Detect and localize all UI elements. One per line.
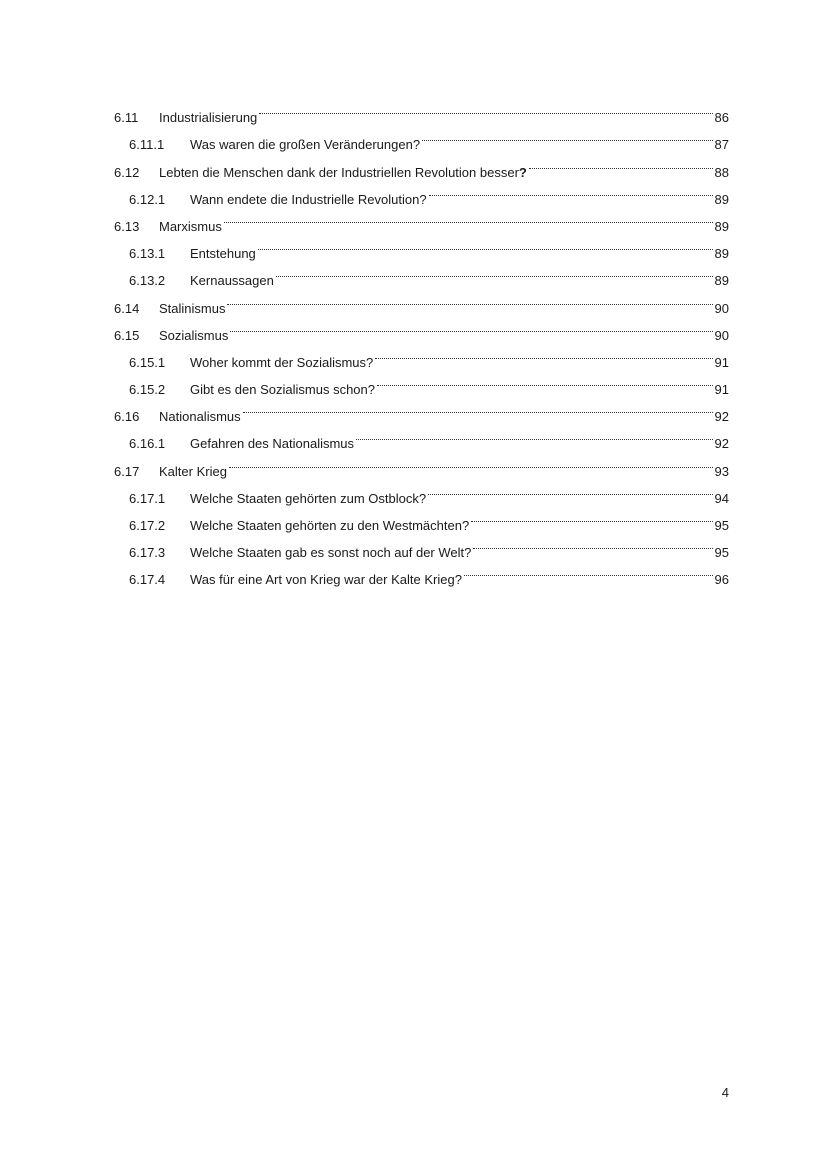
toc-entry-page: 91 (714, 354, 729, 370)
toc-entry-title-text: Gibt es den Sozialismus schon? (190, 382, 375, 398)
toc-entry-number: 6.13.2 (129, 273, 166, 289)
toc-entry-number: 6.15.1 (129, 354, 166, 370)
toc-entry-page: 92 (714, 436, 729, 452)
toc-entry-number: 6.17 (114, 463, 140, 479)
toc-entry-title (159, 295, 225, 322)
toc-dot-leader (422, 122, 712, 149)
toc-entry-number: 6.11 (114, 110, 139, 126)
toc-dot-leader (428, 476, 712, 503)
toc-entry-page: 94 (714, 490, 729, 506)
toc-entry-number: 6.11.1 (129, 137, 165, 153)
toc-entry-title-text: Kernaussagen (190, 273, 274, 289)
toc-entry-title (159, 322, 228, 349)
toc-entry-number: 6.16.1 (129, 436, 166, 452)
toc-entry-title (159, 458, 227, 485)
toc-dot-leader (356, 421, 713, 448)
toc-entry-number: 6.13 (114, 218, 140, 234)
toc-entry-title (190, 539, 471, 566)
toc-dot-leader (529, 149, 713, 176)
toc-entry-title-text: Marxismus (159, 218, 222, 234)
toc-dot-leader (276, 258, 713, 285)
toc-dot-leader (230, 313, 712, 340)
toc-entry-page: 89 (714, 218, 729, 234)
toc-entry-title-text: Welche Staaten gehörten zu den Westmächten? (190, 518, 470, 533)
toc-entry-title-text: Stalinismus (159, 300, 226, 316)
toc-dot-leader (471, 503, 712, 530)
toc-entry-page: 89 (714, 273, 729, 289)
toc-entry-number: 6.17.1 (129, 490, 166, 506)
toc-entry-page: 88 (714, 164, 729, 180)
toc-entry-title (190, 240, 256, 267)
toc-dot-leader (377, 367, 713, 394)
toc-entry[interactable] (114, 95, 729, 126)
toc-dot-leader (229, 448, 713, 475)
toc-entry-title (190, 131, 420, 158)
toc-dot-leader (375, 340, 712, 367)
toc-entry-title-text: Sozialismus (159, 327, 229, 343)
toc-entry-title-text: Was waren die großen Veränderungen? (190, 137, 421, 153)
toc-entry-number: 6.17.4 (129, 572, 166, 588)
toc-dot-leader (473, 530, 712, 557)
toc-entry-page: 93 (714, 463, 729, 479)
toc-dot-leader (259, 95, 712, 122)
toc-entry-page: 86 (714, 110, 729, 126)
toc-entry-number: 6.17.2 (129, 518, 166, 533)
toc-entry-title-text: Lebten die Menschen dank der Industriellen Revolution besser (159, 164, 519, 180)
toc-dot-leader (429, 177, 713, 204)
toc-dot-leader (227, 285, 712, 312)
toc-entry-title (159, 213, 222, 240)
toc-entry-title-text: Welche Staaten gab es sonst noch auf der Welt? (190, 545, 472, 561)
toc-entry-title (159, 104, 257, 131)
toc-entry-page: 95 (714, 518, 729, 533)
toc-entry-title (190, 512, 469, 539)
toc-dot-leader (258, 231, 713, 258)
toc-entry-title-text: Was für eine Art von Krieg war der Kalte Krieg? (190, 572, 462, 588)
toc-entry-number: 6.12.1 (129, 191, 166, 207)
toc-entry-title-text: Welche Staaten gehörten zum Ostblock? (190, 490, 427, 506)
toc-entry-number: 6.15.2 (129, 382, 166, 398)
toc-entry-number: 6.17.3 (129, 545, 166, 561)
toc-entry-title-text: Nationalismus (159, 409, 241, 425)
toc-entry-page: 92 (714, 409, 729, 425)
toc-entry-title (190, 349, 373, 376)
page-number: 4 (721, 1085, 729, 1100)
toc-dot-leader (224, 204, 713, 231)
toc-entry-number: 6.16 (114, 409, 140, 425)
toc-entry-title-text: Kalter Krieg (159, 463, 227, 479)
toc-entry-page: 89 (714, 246, 729, 262)
toc-entry-number: 6.15 (114, 327, 140, 343)
toc-entry-page: 87 (714, 137, 729, 153)
toc-entry-page: 90 (714, 327, 729, 343)
toc-entry-number: 6.13.1 (129, 246, 166, 262)
toc-entry-page: 89 (714, 191, 729, 207)
toc-entry-title (190, 566, 462, 593)
toc-entry-title (159, 403, 241, 430)
toc-dot-leader (464, 557, 713, 584)
table-of-contents (114, 95, 729, 588)
toc-entry-title-text: Entstehung (190, 246, 256, 262)
toc-entry-number: 6.14 (114, 300, 140, 316)
toc-entry-title-text: Gefahren des Nationalismus (190, 436, 355, 452)
toc-entry-title-text: Woher kommt der Sozialismus? (190, 354, 374, 370)
toc-entry-page: 90 (714, 300, 729, 316)
toc-entry-number: 6.12 (114, 164, 140, 180)
toc-dot-leader (243, 394, 713, 421)
toc-entry-title-text: Wann endete die Industrielle Revolution? (190, 191, 427, 207)
toc-entry-page: 96 (714, 572, 729, 588)
toc-entry-title-bold-suffix: ? (518, 164, 527, 180)
toc-entry-title (190, 485, 426, 512)
toc-entry-title-text: Industrialisierung (159, 110, 258, 126)
toc-entry-page: 95 (714, 545, 729, 561)
toc-entry-page: 91 (714, 382, 729, 398)
